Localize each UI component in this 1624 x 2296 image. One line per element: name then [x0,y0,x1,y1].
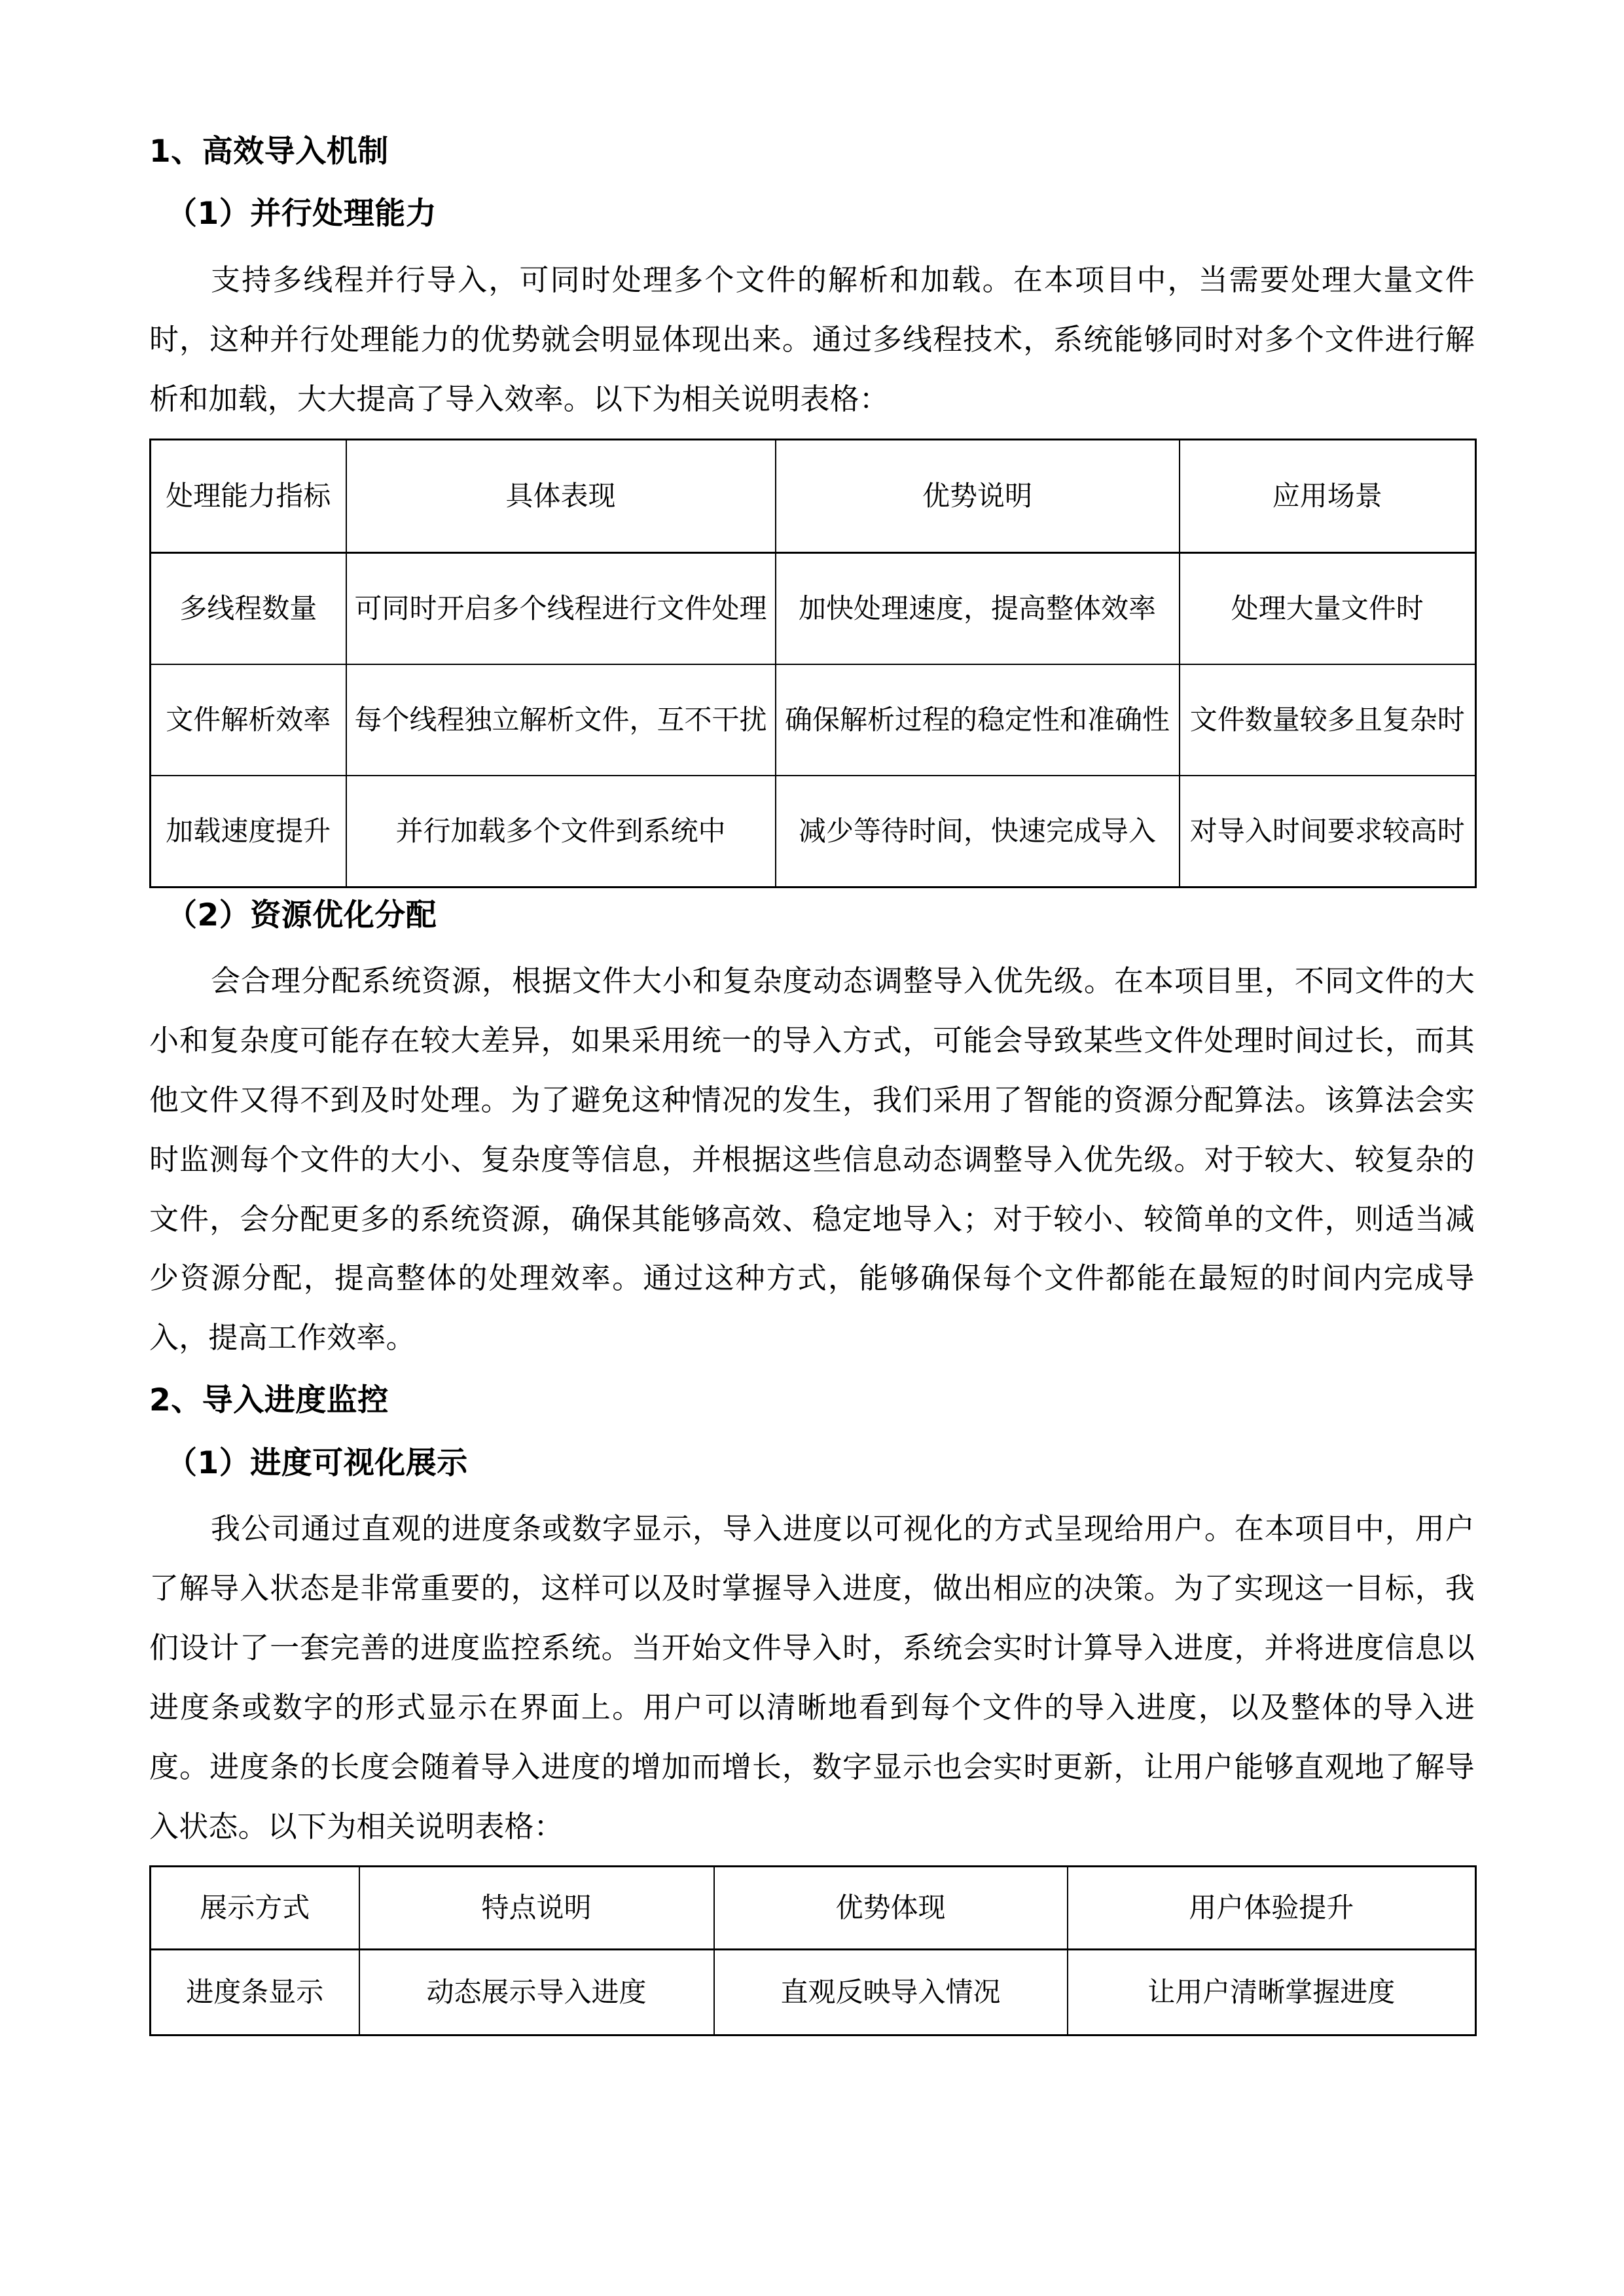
table-cell: 对导入时间要求较高时 [1180,776,1476,888]
table-cell: 处理大量文件时 [1180,552,1476,664]
table-header-row [151,439,1476,552]
table-cell: 文件解析效率 [151,664,346,776]
table-row [151,664,1476,776]
table-cell: 动态展示导入进度 [359,1950,714,2036]
heading-section-2-1: （1）进度可视化展示 [166,1444,468,1481]
table-cell: 多线程数量 [151,552,346,664]
table-header-row [151,1867,1476,1950]
heading-section-1: 1、高效导入机制 [149,134,389,170]
paragraph-progress-visualization: 我公司通过直观的进度条或数字显示，导入进度以可视化的方式呈现给用户。在本项目中，用户了解导入状态是非常重要的，这样可以及时掌握导入进度，做出相应的决策。为了实现这一目标，我们设计了一套完善的进度监控系统。当开始文件导入时，系统会实时计算导入进度，并将进度信息以进度条或数字的形式显示在界面上。用户可以清晰地看到每个文件的导入进度，以及整体的导入进度。进度条的长度会随着导入进度的增加而增长，数字显示也会实时更新，让用户能够直观地了解导入状态。以下为相关说明表格： [149,1511,1475,1844]
table-row [151,776,1476,888]
table-header-cell: 优势说明 [776,439,1180,552]
table-header-cell: 优势体现 [714,1867,1068,1950]
table-cell: 加快处理速度，提高整体效率 [776,552,1180,664]
table-cell: 加载速度提升 [151,776,346,888]
table-header-cell: 展示方式 [151,1867,359,1950]
table-cell: 进度条显示 [151,1950,359,2036]
table-cell: 每个线程独立解析文件，互不干扰 [346,664,776,776]
table-cell: 确保解析过程的稳定性和准确性 [776,664,1180,776]
table-header-cell: 应用场景 [1180,439,1476,552]
document-body [149,128,1475,2036]
table-cell: 可同时开启多个线程进行文件处理 [346,552,776,664]
paragraph-resource-allocation: 会合理分配系统资源，根据文件大小和复杂度动态调整导入优先级。在本项目里，不同文件的大小和复杂度可能存在较大差异，如果采用统一的导入方式，可能会导致某些文件处理时间过长，而其他文件又得不到及时处理。为了避免这种情况的发生，我们采用了智能的资源分配算法。该算法会实时监测每个文件的大小、复杂度等信息，并根据这些信息动态调整导入优先级。对于较大、较复杂的文件，会分配更多的系统资源，确保其能够高效、稳定地导入；对于较小、较简单的文件，则适当减少资源分配，提高整体的处理效率。通过这种方式，能够确保每个文件都能在最短的时间内完成导入，提高工作效率。 [149,963,1475,1355]
table-header-cell: 特点说明 [359,1867,714,1950]
heading-section-2: 2、导入进度监控 [149,1382,389,1419]
table-cell: 让用户清晰掌握进度 [1068,1950,1476,2036]
heading-section-1-2: （2）资源优化分配 [166,897,437,933]
table-header-cell: 具体表现 [346,439,776,552]
table-header-cell: 用户体验提升 [1068,1867,1476,1950]
heading-section-1-1: （1）并行处理能力 [166,196,437,232]
table-header-cell: 处理能力指标 [151,439,346,552]
table-row [151,1950,1476,2036]
table-parallel-processing [149,439,1477,888]
paragraph-parallel-processing: 支持多线程并行导入，可同时处理多个文件的解析和加载。在本项目中，当需要处理大量文件时，这种并行处理能力的优势就会明显体现出来。通过多线程技术，系统能够同时对多个文件进行解析和加载，大大提高了导入效率。以下为相关说明表格： [149,262,1475,416]
table-cell: 文件数量较多且复杂时 [1180,664,1476,776]
table-cell: 并行加载多个文件到系统中 [346,776,776,888]
table-cell: 减少等待时间，快速完成导入 [776,776,1180,888]
table-row [151,552,1476,664]
table-progress-visualization [149,1865,1477,2036]
table-cell: 直观反映导入情况 [714,1950,1068,2036]
